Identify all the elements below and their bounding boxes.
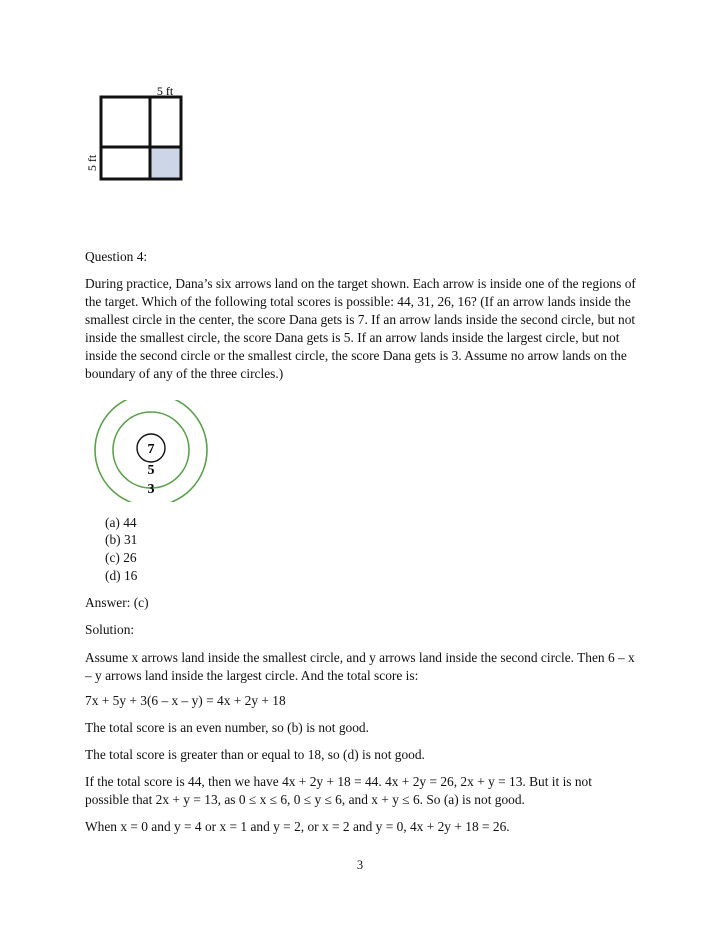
- solution-paragraph-3: The total score is greater than or equal to 18, so (d) is not good.: [85, 747, 425, 762]
- solution-paragraph-4-line-1: If the total score is 44, then we have 4x + 2y + 18 = 44. 4x + 2y = 26, 2x + y = 13. But it is not: [85, 774, 592, 789]
- solution-equation: 7x + 5y + 3(6 – x – y) = 4x + 2y + 18: [85, 693, 286, 708]
- outer-score: 3: [147, 482, 155, 497]
- option-c: (c) 26: [105, 550, 137, 565]
- shaded-square: [150, 147, 181, 179]
- side-dimension-label: 5 ft: [85, 154, 99, 172]
- option-a: (a) 44: [105, 515, 137, 530]
- page-number: 3: [356, 858, 364, 872]
- question-heading: Question 4:: [85, 249, 148, 264]
- solution-paragraph-4-line-2: possible that 2x + y = 13, as 0 ≤ x ≤ 6, 0 ≤ y ≤ 6, and x + y ≤ 6. So (a) is not good.: [85, 792, 525, 807]
- option-d: (d) 16: [105, 568, 138, 583]
- inner-score: 7: [147, 442, 155, 457]
- solution-paragraph-1: Assume x arrows land inside the smallest circle, and y arrows land inside the second circle. Then 6 – x – y arrows land inside the largest circle. And the total score is:: [85, 650, 635, 683]
- option-b: (b) 31: [105, 532, 138, 547]
- target-figure: [90, 400, 214, 502]
- solution-heading: Solution:: [85, 622, 135, 637]
- solution-paragraph-5: When x = 0 and y = 4 or x = 1 and y = 2, or x = 2 and y = 0, 4x + 2y + 18 = 26.: [85, 819, 510, 834]
- top-dimension-label: 5 ft: [156, 84, 174, 98]
- middle-score: 5: [147, 463, 155, 478]
- solution-paragraph-2: The total score is an even number, so (b) is not good.: [85, 720, 369, 735]
- question-body: During practice, Dana’s six arrows land on the target shown. Each arrow is inside one of the regions of the target. Which of the following total scores is possible: 44, 31, 26, 16? (If an arrow lands inside the smallest circle in the center, the score Dana gets is 7. If an arrow lands inside the second circle, but not inside the smallest circle, the score Dana gets is 5. If an arrow lands inside the largest circle, but not inside the second circle or the smallest circle, the score Dana gets is 3. Assume no arrow lands on the boundary of any of the three circles.): [85, 276, 636, 381]
- square-figure: [80, 80, 200, 190]
- answer-line: Answer: (c): [85, 595, 149, 610]
